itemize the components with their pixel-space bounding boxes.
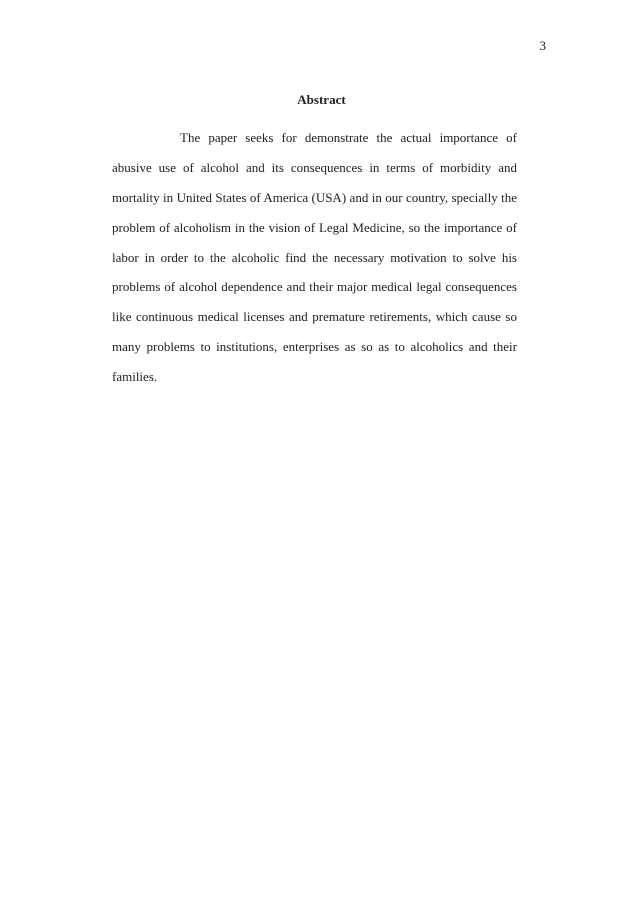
abstract-line: many problems to institutions, enterprises as so as to alcoholics and their [112, 339, 517, 355]
abstract-heading-text: Abstract [297, 92, 346, 107]
page-number: 3 [539, 38, 546, 53]
abstract-line: problem of alcoholism in the vision of Legal Medicine, so the importance of [112, 219, 517, 235]
abstract-line: families. [112, 369, 158, 385]
abstract-line: The paper seeks for demonstrate the actual importance of [180, 130, 517, 145]
abstract-line: mortality in United States of America (USA) and in our country, specially the [112, 189, 517, 205]
abstract-line: like continuous medical licenses and premature retirements, which cause so [112, 309, 517, 325]
abstract-line: labor in order to the alcoholic find the necessary motivation to solve his [112, 249, 517, 265]
abstract-line: abusive use of alcohol and its consequences in terms of morbidity and [112, 159, 517, 175]
abstract-line: problems of alcohol dependence and their major medical legal consequences [112, 279, 517, 295]
abstract-heading [0, 92, 638, 108]
abstract-body [112, 123, 517, 392]
